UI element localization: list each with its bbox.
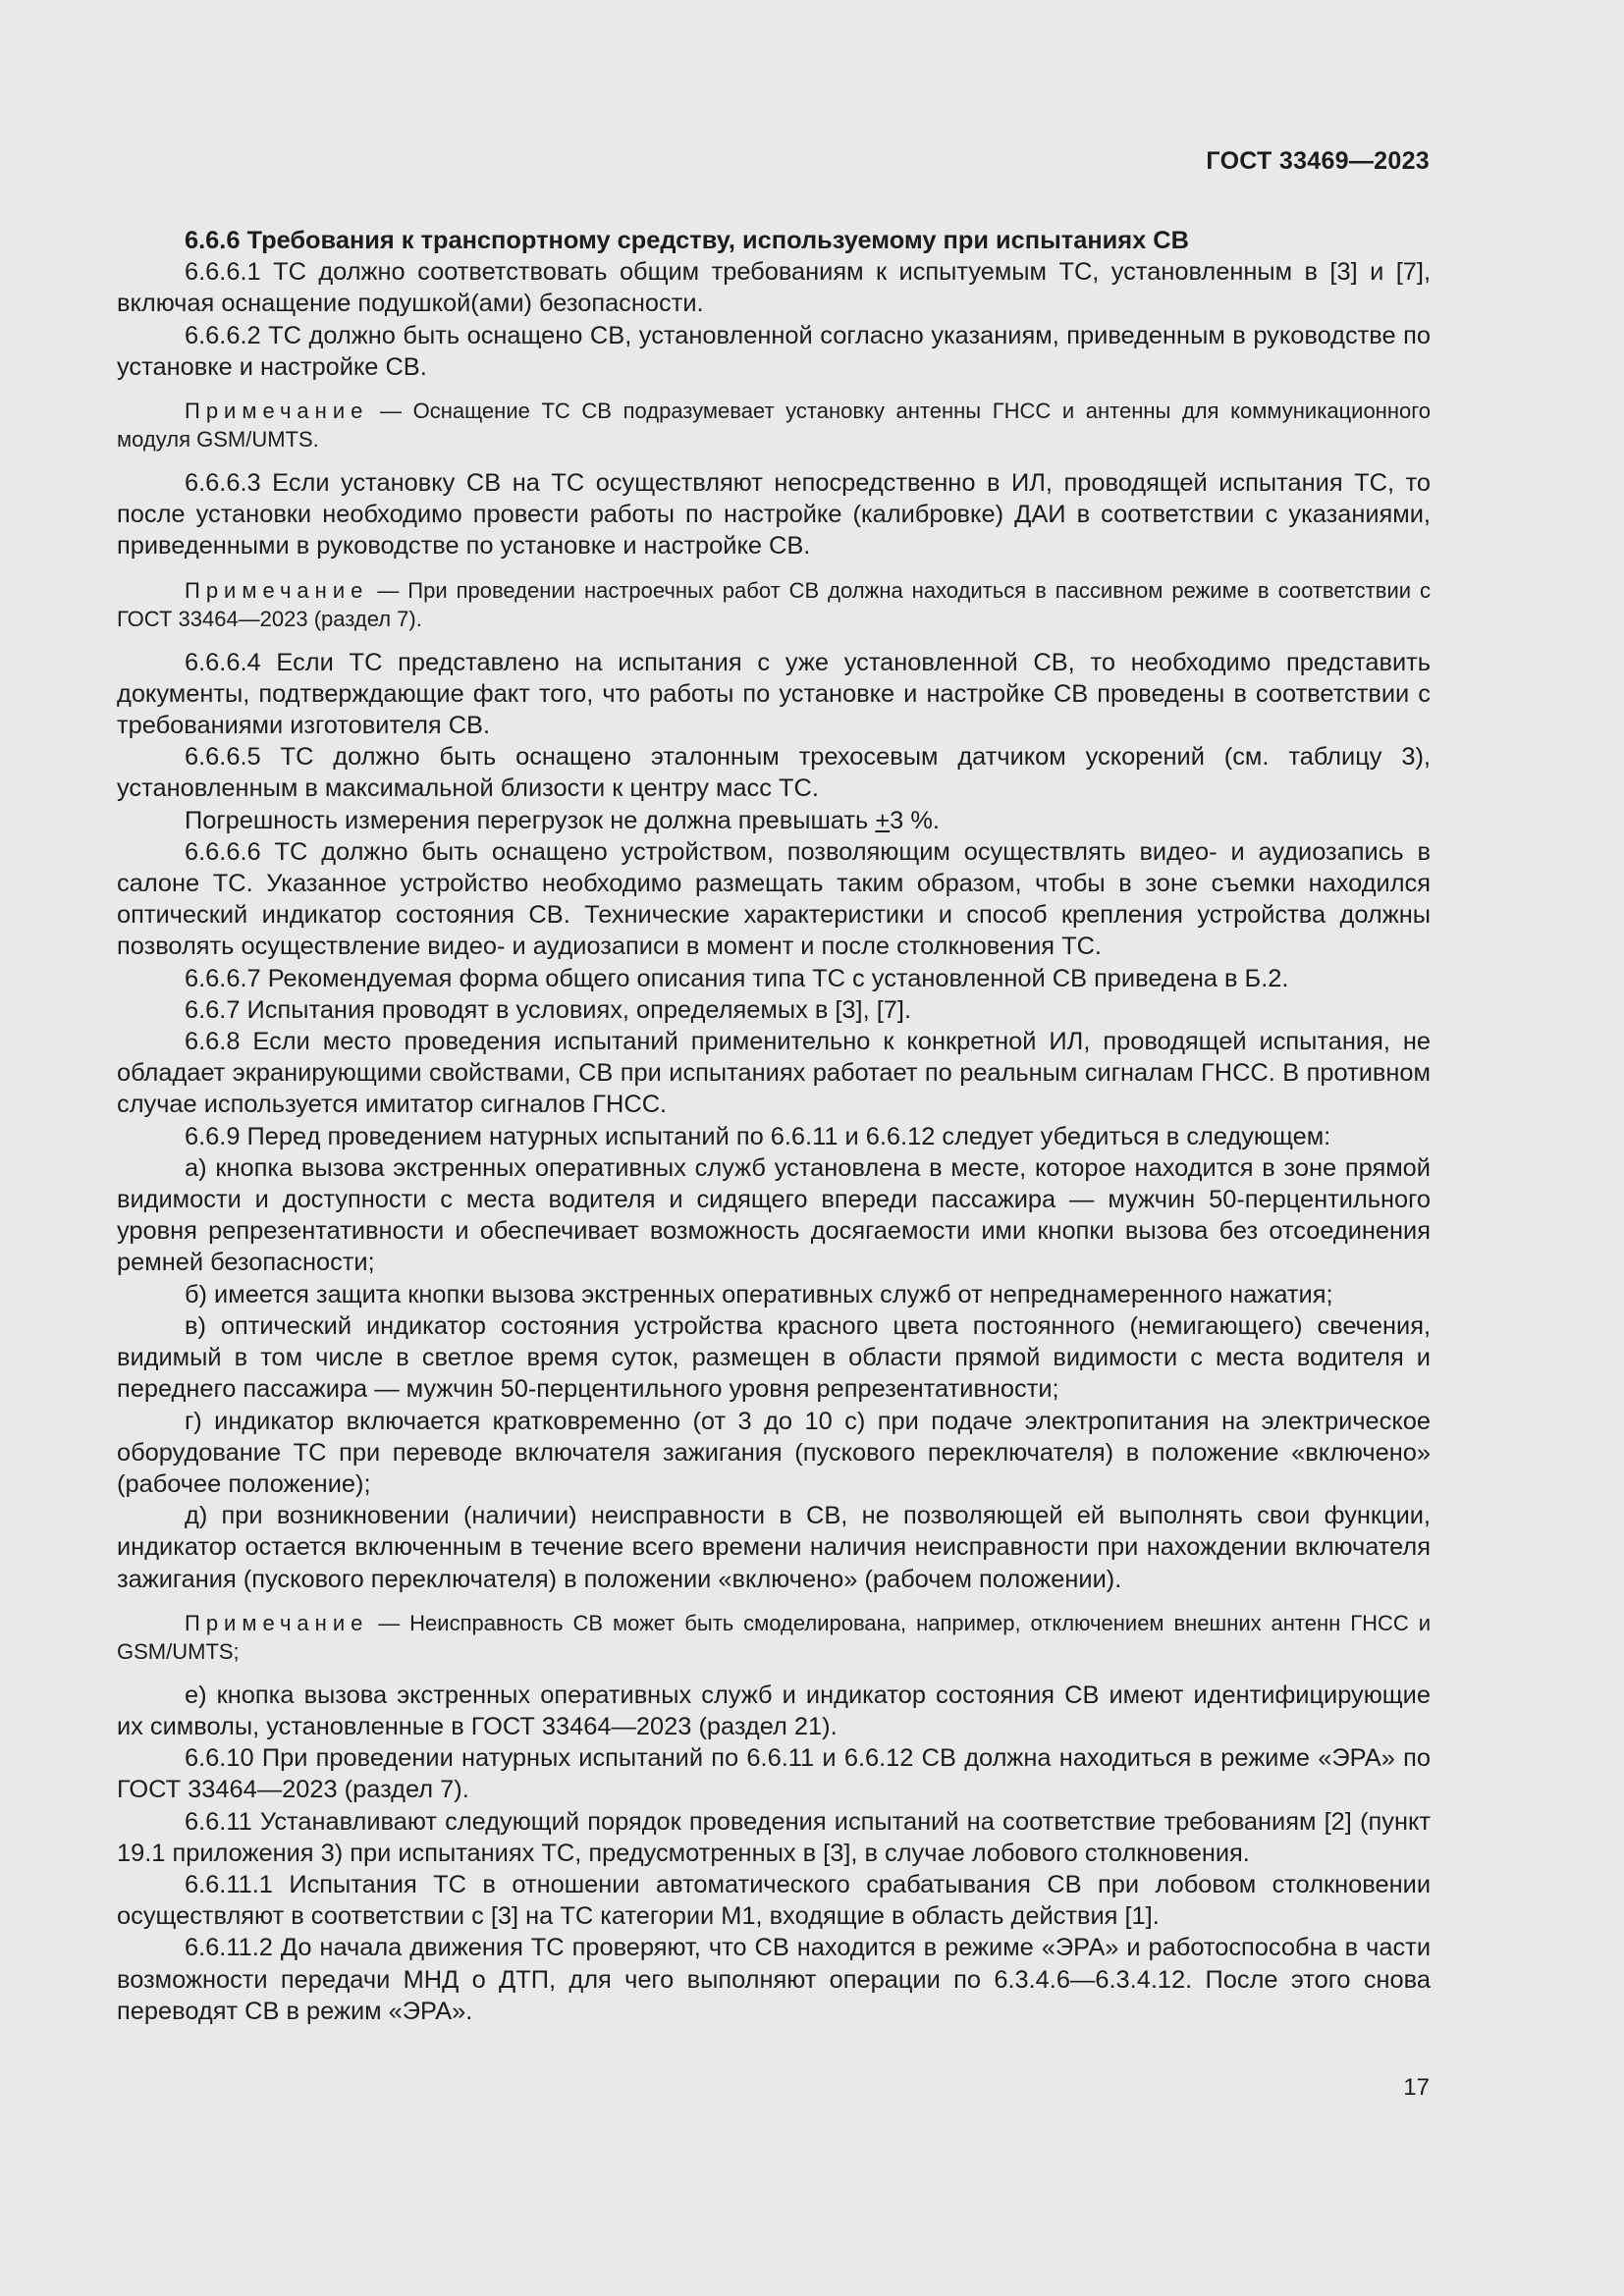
paragraph-6-6-8: 6.6.8 Если место проведения испытаний применительно к конкретной ИЛ, проводящей испытания, не обладает экранирующими свойствами, СВ при испытаниях работает по реальным сигналам ГНСС. В противном случае используется имитатор сигналов ГНСС. — [117, 1028, 1431, 1119]
list-item-e: е) кнопка вызова экстренных оперативных служб и индикатор состояния СВ имеют идентифицирующие их символы, установленные в ГОСТ 33464—2023 (раздел 21). — [117, 1681, 1431, 1740]
paragraph-6-6-6-2: 6.6.6.2 ТС должно быть оснащено СВ, установленной согласно указаниям, приведенным в руководстве по установке и настройке СВ. — [117, 321, 1431, 381]
note-text: — Оснащение ТС СВ подразумевает установку антенны ГНСС и антенны для коммуникационного модуля GSM/UMTS. — [117, 399, 1431, 453]
note-1 — [117, 397, 1431, 454]
paragraph-6-6-11-1: 6.6.11.1 Испытания ТС в отношении автоматического срабатывания СВ при лобовом столкновении осуществляют в соответствии с [3] на ТС категории M1, входящие в область действия [1]. — [117, 1870, 1431, 1931]
list-item-a: а) кнопка вызова экстренных оперативных служб установлена в месте, которое находится в зоне прямой видимости и доступности с места водителя и сидящего впереди пассажира — мужчин 50-перцентильного уровня репрезентативности и обеспечивает возможность досягаемости ими кнопки вызова без отсоединения ремней безопасности; — [117, 1153, 1431, 1277]
paragraph-6-6-11: 6.6.11 Устанавливают следующий порядок проведения испытаний на соответствие требованиям [2] (пункт 19.1 приложения 3) при испытаниях ТС, предусмотренных в [3], в случае лобового столкновения. — [117, 1807, 1431, 1867]
page-number: 17 — [1403, 2074, 1430, 2101]
paragraph-6-6-9: 6.6.9 Перед проведением натурных испытаний по 6.6.11 и 6.6.12 следует убедиться в следующем: — [185, 1122, 1331, 1150]
paragraph-6-6-6-3: 6.6.6.3 Если установку СВ на ТС осуществляют непосредственно в ИЛ, проводящей испытания ТС, то после установки необходимо провести работы по настройке (калибровке) ДАИ в соответствии с указаниями, приведенными в руководстве по установке и настройке СВ. — [117, 469, 1431, 561]
plus-minus-sign: + — [875, 806, 891, 834]
note-label: Примечание — [185, 399, 369, 424]
paragraph-6-6-10: 6.6.10 При проведении натурных испытаний по 6.6.11 и 6.6.12 СВ должна находиться в режиме «ЭРА» по ГОСТ 33464—2023 (раздел 7). — [117, 1744, 1431, 1804]
error-text-before: Погрешность измерения перегрузок не должна превышать — [185, 806, 876, 834]
list-item-b: б) имеется защита кнопки вызова экстренных оперативных служб от непреднамеренного нажатия; — [185, 1280, 1333, 1308]
note-text: — При проведении настроечных работ СВ должна находиться в пассивном режиме в соответствии с ГОСТ 33464—2023 (раздел 7). — [117, 577, 1431, 631]
note-label: Примечание — [185, 577, 369, 603]
paragraph-error-tolerance — [117, 805, 1431, 836]
paragraph-6-6-6-4: 6.6.6.4 Если ТС представлено на испытания с уже установленной СВ, то необходимо представить документы, подтверждающие факт того, что работы по установке и настройке СВ проведены в соответствии с требованиями изготовителя СВ. — [117, 648, 1431, 740]
paragraph-6-6-6-5: 6.6.6.5 ТС должно быть оснащено эталонным трехосевым датчиком ускорений (см. таблицу 3), установленным в максимальной близости к центру масс ТС. — [117, 743, 1431, 803]
error-text-after: 3 %. — [890, 806, 940, 834]
paragraph-6-6-6-6: 6.6.6.6 ТС должно быть оснащено устройством, позволяющим осуществлять видео- и аудиозапись в салоне ТС. Указанное устройство необходимо размещать таким образом, чтобы в зоне съемки находился оптический индикатор состояния СВ. Технические характеристики и способ крепления устройства должны позволять осуществление видео- и аудиозаписи в момент и после столкновения ТС. — [117, 837, 1431, 961]
paragraph-6-6-11-2: 6.6.11.2 До начала движения ТС проверяют, что СВ находится в режиме «ЭРА» и работоспособна в части возможности передачи МНД о ДТП, для чего выполняют операции по 6.3.4.6—6.3.4.12. После этого снова переводят СВ в режим «ЭРА». — [117, 1934, 1431, 2025]
section-heading: 6.6.6 Требования к транспортному средству, используемому при испытаниях СВ — [185, 227, 1189, 254]
list-item-v: в) оптический индикатор состояния устройства красного цвета постоянного (немигающего) свечения, видимый в том числе в светлое время суток, размещен в области прямой видимости с места водителя и переднего пассажира — мужчин 50-перцентильного уровня репрезентативности; — [117, 1311, 1431, 1404]
note-text: — Неисправность СВ может быть смоделирована, например, отключением внешних антенн ГНСС и GSM/UMTS; — [117, 1610, 1431, 1664]
paragraph-6-6-6-7: 6.6.6.7 Рекомендуемая форма общего описания типа ТС с установленной СВ приведена в Б.2. — [185, 964, 1289, 992]
note-3 — [117, 1609, 1431, 1666]
note-label: Примечание — [185, 1610, 369, 1635]
paragraph-6-6-6-1: 6.6.6.1 ТС должно соответствовать общим требованиям к испытуемым ТС, установленным в [3] и [7], включая оснащение подушкой(ами) безопасности. — [117, 258, 1431, 318]
document-body — [117, 225, 1431, 2027]
list-item-g: г) индикатор включается кратковременно (от 3 до 10 с) при подаче электропитания на электрическое оборудование ТС при переводе включателя зажигания (пускового переключателя) в положение «включено» (рабочее положение); — [117, 1407, 1431, 1498]
note-2 — [117, 576, 1431, 633]
paragraph-6-6-7: 6.6.7 Испытания проводят в условиях, определяемых в [3], [7]. — [185, 995, 911, 1024]
document-header: ГОСТ 33469—2023 — [1206, 147, 1430, 175]
list-item-d: д) при возникновении (наличии) неисправности в СВ, не позволяющей ей выполнять свои функции, индикатор остается включенным в течение всего времени наличия неисправности при нахождении включателя зажигания (пускового переключателя) в положении «включено» (рабочем положении). — [117, 1502, 1431, 1593]
